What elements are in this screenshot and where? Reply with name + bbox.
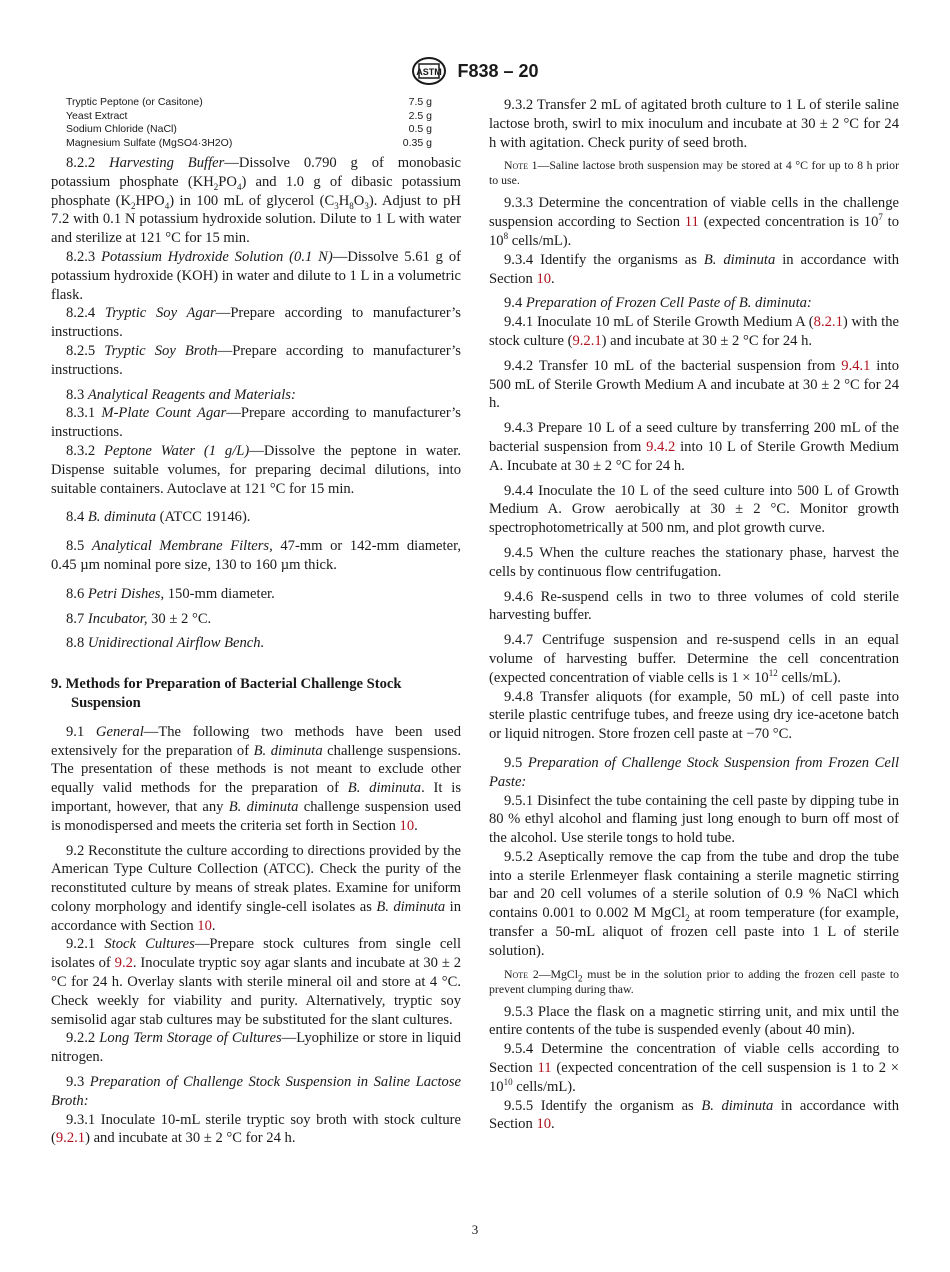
para-9-4-3: 9.4.3 Prepare 10 L of a seed culture by transferring 200 mL of the bacterial suspension from 9.4.2 into 10 L of Sterile Growth Medium A. Incubate at 30 ± 2 °C for 24 h. (489, 420, 899, 474)
para-9-5: 9.5 Preparation of Challenge Stock Suspension from Frozen Cell Paste: (489, 754, 899, 790)
standard-designation: F838 – 20 (457, 60, 539, 81)
para-8-3-1: 8.3.1 M-Plate Count Agar—Prepare according to manufacturer’s instructions. (51, 405, 461, 441)
para-9-5-3: 9.5.3 Place the flask on a magnetic stirring unit, and mix until the entire contents of the tube is suspended evenly (about 40 min). (489, 1003, 899, 1039)
para-9-4-7: 9.4.7 Centrifuge suspension and re-suspend cells in an equal volume of harvesting buffer. Determine the cell concentration (expected concentration of viable cells is $1 \times 10^{12}$ cells/mL). (489, 632, 899, 686)
para-9-4-5: 9.4.5 When the culture reaches the stationary phase, harvest the cells by continuous flow centrifugation. (489, 544, 899, 580)
ref-9-2[interactable]: 9.2 (114, 955, 133, 972)
para-9-4-6: 9.4.6 Re-suspend cells in two to three volumes of cold sterile harvesting buffer. (489, 588, 899, 624)
para-8-2-3: 8.2.3 Potassium Hydroxide Solution (0.1 N)—Dissolve 5.61 g of potassium hydroxide (KOH) in water and dilute to 1 L in a volumetric flask. (51, 248, 461, 303)
media-table-row (66, 123, 446, 137)
ingredient-name: Magnesium Sulfate (MgSO4·3H2O) (66, 136, 233, 149)
ref-9-4-2[interactable]: 9.4.2 (646, 438, 676, 455)
para-9-4-8: 9.4.8 Transfer aliquots (for example, 50 mL) of cell paste into sterile plastic centrifuge tubes, and freeze using dry ice-acetone batch or liquid nitrogen. Store frozen cell paste at −70 °C. (489, 688, 899, 743)
para-8-3-2: 8.3.2 Peptone Water (1 g/L)—Dissolve the peptone in water. Dispense suitable volumes, for preparing decimal dilutions, into suitable containers. Autoclave at 121 °C for 15 min. (51, 442, 461, 497)
para-9-4: 9.4 Preparation of Frozen Cell Paste of B. diminuta: (504, 295, 812, 312)
para-9-5-5: 9.5.5 Identify the organism as B. diminuta in accordance with Section 10. (489, 1097, 899, 1133)
right-column (489, 96, 899, 1134)
astm-logo-icon (411, 56, 447, 86)
ref-section-10[interactable]: 10 (536, 270, 552, 287)
ingredient-amount: 2.5 g (408, 109, 432, 122)
ref-9-2-1[interactable]: 9.2.1 (55, 1130, 86, 1147)
ref-9-2-1[interactable]: 9.2.1 (572, 332, 602, 349)
para-8-2-2: 8.2.2 Harvesting Buffer—Dissolve 0.790 g of monobasic potassium phosphate $(KH_2PO_4)$ and 1.0 g of dibasic potassium phosphate $(K_2HPO_4)$ in 100 mL of glycerol $(C_3H_8O_3)$. Adjust to pH 7.2 with 0.1 N potassium hydroxide solution. Dilute to 1 L with water and sterilize at 121 °C for 15 min. (51, 155, 461, 247)
para-9-3-2: 9.3.2 Transfer 2 mL of agitated broth culture to 1 L of sterile saline lactose broth, swirl to mix inoculum and incubate at 30 ± 2 °C for 24 h with agitation. Check purity of seed broth. (489, 97, 899, 151)
para-9-2-2: 9.2.2 Long Term Storage of Cultures—Lyophilize or store in liquid nitrogen. (51, 1030, 461, 1066)
ref-section-11[interactable]: 11 (537, 1060, 552, 1077)
para-9-3-1: 9.3.1 Inoculate 10-mL sterile tryptic soy broth with stock culture (9.2.1) and incubate at 30 ± 2 °C for 24 h. (51, 1111, 461, 1147)
ingredient-amount: 0.5 g (408, 123, 432, 135)
ref-section-10[interactable]: 10 (399, 817, 415, 834)
para-9-4-2: 9.4.2 Transfer 10 mL of the bacterial suspension from 9.4.1 into 500 mL of Sterile Growth Medium A and incubate at 30 ± 2 °C for 24 h. (489, 357, 899, 412)
para-8-4: 8.4 B. diminuta (ATCC 19146). (66, 509, 251, 526)
para-8-8: 8.8 Unidirectional Airflow Bench. (66, 635, 265, 652)
para-8-7: 8.7 Incubator, 30 ± 2 °C. (66, 610, 212, 627)
para-8-3: 8.3 Analytical Reagents and Materials: (66, 386, 296, 403)
ingredient-amount: 0.35 g (402, 136, 432, 149)
media-table-row (66, 96, 446, 110)
ref-section-10[interactable]: 10 (536, 1116, 552, 1133)
para-9-2-1: 9.2.1 Stock Cultures—Prepare stock cultures from single cell isolates of 9.2. Inoculate tryptic soy agar slants and incubate at 30 ± 2 °C for 24 h. Overlay slants with sterile mineral oil and store at 4 °C. Check weekly for viability and purity. Alternatively, tryptic soy semisolid agar stab cultures may be substituted for the slant cultures. (51, 936, 462, 1028)
note-2: Note 2—MgCl$_2$ must be in the solution prior to adding the frozen cell paste to prevent clumping during thaw. (489, 966, 899, 996)
para-9-5-1: 9.5.1 Disinfect the tube containing the cell paste by dipping tube in 80 % ethyl alcohol and flaming just long enough to burn off most of the alcohol. Use sterile tongs to hold tube. (489, 792, 899, 847)
para-9-4-1: 9.4.1 Inoculate 10 mL of Sterile Growth Medium A (8.2.1) with the stock culture (9.2.1) and incubate at 30 ± 2 °C for 24 h. (489, 314, 900, 349)
para-9-5-2: 9.5.2 Aseptically remove the cap from the tube and drop the tube into a sterile Erlenmeyer flask containing a sterile magnetic stirring bar and 20 cell volumes of a sterile solution of 0.9 % NaCl which contains 0.001 to 0.002 M MgCl$_2$ at room temperature (for example, transfer a 50-mL aliquot of frozen cell paste into 1 L of sterile solution). (489, 848, 899, 959)
page-number: 3 (471, 1222, 479, 1237)
media-table-row (66, 137, 446, 151)
para-9-4-4: 9.4.4 Inoculate the 10 L of the seed culture into 500 L of Growth Medium A. Grow aerobically at 30 ± 2 °C. Monitor growth spectrophotometrically at 500 nm, and plot growth curve. (489, 482, 899, 537)
para-8-6: 8.6 Petri Dishes, 150-mm diameter. (66, 585, 275, 602)
para-9-2: 9.2 Reconstitute the culture according to directions provided by the American Type Culture Collection (ATCC). Check the purity of the reconstituted culture by means of streak plates. Examine for uniform colony morphology and identify single-cell isolates as B. diminuta in accordance with Section 10. (51, 842, 462, 934)
para-8-2-5: 8.2.5 Tryptic Soy Broth—Prepare according to manufacturer’s instructions. (51, 342, 461, 378)
ingredient-amount: 7.5 g (408, 96, 432, 108)
para-9-1: 9.1 General—The following two methods have been used extensively for the preparation of B. diminuta challenge suspensions. The presentation of these methods is not meant to exclude other equally valid methods for the preparation of B. diminuta. It is important, however, that any B. diminuta challenge suspension used is monodispersed and meets the criteria set forth in Section 10. (51, 723, 461, 834)
media-table-row (66, 110, 446, 124)
ref-9-4-1[interactable]: 9.4.1 (841, 357, 871, 374)
ref-section-11[interactable]: 11 (684, 214, 699, 231)
section-9-heading: 9. Methods for Preparation of Bacterial Challenge Stock Suspension (51, 676, 402, 711)
page-header (0, 56, 950, 86)
media-composition-table (66, 96, 446, 150)
para-9-3: 9.3 Preparation of Challenge Stock Suspension in Saline Lactose Broth: (51, 1074, 462, 1109)
svg-text:ASTM: ASTM (416, 67, 443, 77)
left-column (51, 96, 461, 1148)
note-1: Note 1—Saline lactose broth suspension may be stored at 4 °C for up to 8 h prior to use. (489, 158, 899, 188)
para-9-5-4: 9.5.4 Determine the concentration of viable cells according to Section 11 (expected concentration of the cell suspension is 1 to $2 \times 10^{10}$ cells/mL). (489, 1041, 899, 1095)
para-8-5: 8.5 Analytical Membrane Filters, 47-mm or 142-mm diameter, 0.45 µm nominal pore size, 130 to 160 µm thick. (51, 538, 461, 573)
para-9-3-4: 9.3.4 Identify the organisms as B. diminuta in accordance with Section 10. (489, 251, 900, 287)
ingredient-name: Sodium Chloride (NaCl) (66, 123, 177, 135)
ref-8-2-1[interactable]: 8.2.1 (813, 314, 843, 331)
para-9-3-3: 9.3.3 Determine the concentration of viable cells in the challenge suspension according to Section 11 (expected concentration is $10^7$ to $10^8$ cells/mL). (489, 195, 899, 249)
para-8-2-4: 8.2.4 Tryptic Soy Agar—Prepare according to manufacturer’s instructions. (51, 305, 461, 341)
ingredient-name: Yeast Extract (66, 109, 128, 122)
ref-section-10[interactable]: 10 (197, 917, 212, 934)
ingredient-name: Tryptic Peptone (or Casitone) (66, 96, 203, 108)
